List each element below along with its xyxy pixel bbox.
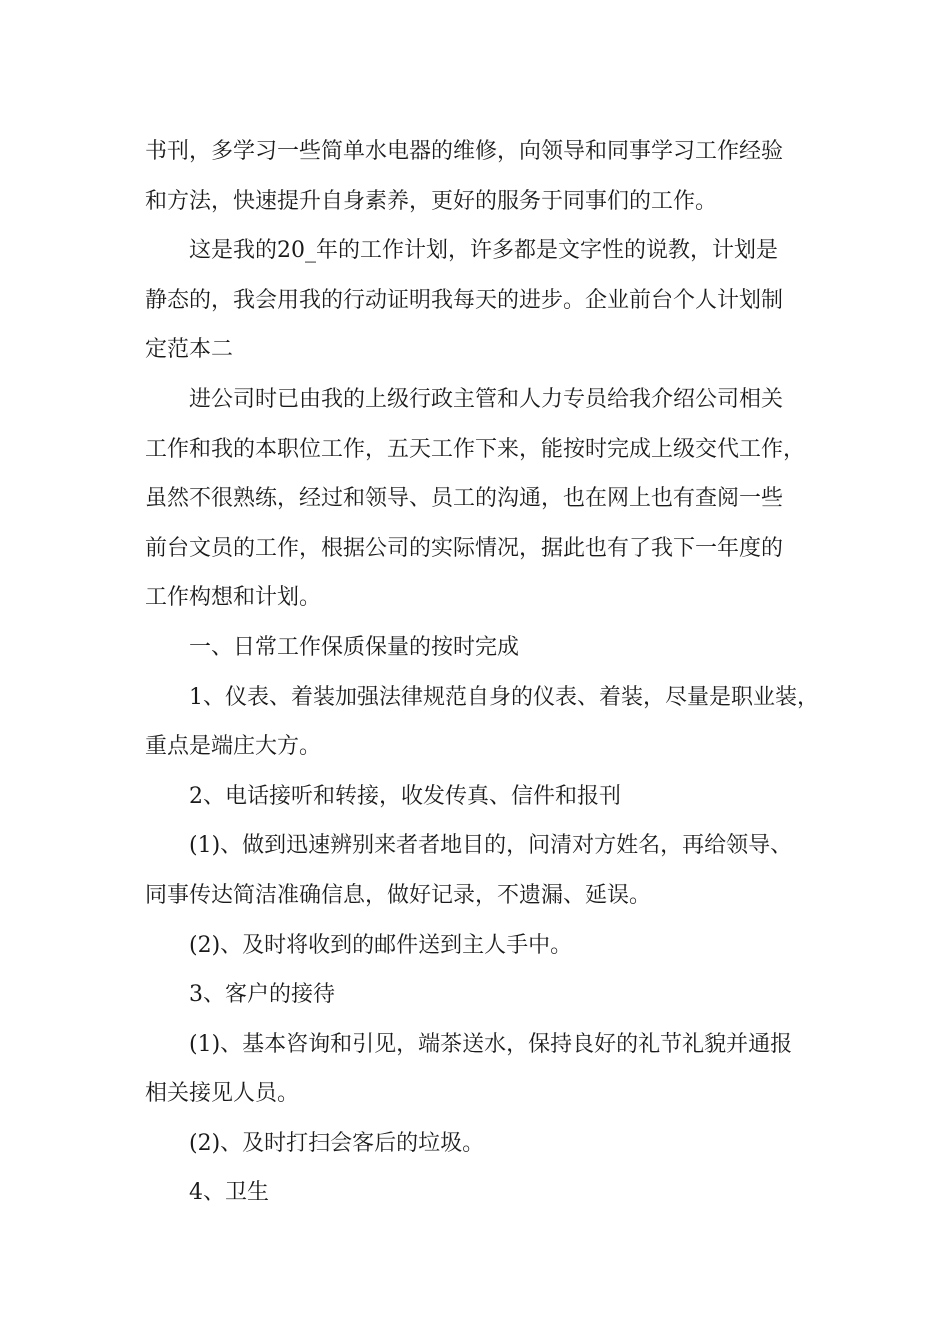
list-item: 3、客户的接待 [189,982,335,1008]
paragraph-start: 进公司时已由我的上级行政主管和人力专员给我介绍公司相关 [189,386,784,412]
text-line: 工作和我的本职位工作，五天工作下来，能按时完成上级交代工作， [145,436,806,462]
paragraph-start: 这是我的20_年的工作计划，许多都是文字性的说教，计划是 [189,238,778,264]
document-body [145,127,835,1218]
sub-list-item: (1)、做到迅速辨别来者者地目的，问清对方姓名，再给领导、 [189,833,793,859]
section-heading: 一、日常工作保质保量的按时完成 [189,634,520,660]
text-line: 定范本二 [145,337,234,363]
text-line: 前台文员的工作，根据公司的实际情况，据此也有了我下一年度的 [145,535,784,561]
list-item: 4、卫生 [189,1180,269,1206]
text-line: 静态的，我会用我的行动证明我每天的进步。企业前台个人计划制 [145,287,784,313]
text-line: 工作构想和计划。 [145,585,322,611]
text-line: 和方法，快速提升自身素养，更好的服务于同事们的工作。 [145,188,718,214]
text-line: 虽然不很熟练，经过和领导、员工的沟通，也在网上也有查阅一些 [145,486,784,512]
text-line: 重点是端庄大方。 [145,734,322,760]
list-item: 1、仪表、着装加强法律规范自身的仪表、着装，尽量是职业装， [189,684,819,710]
sub-list-item: (2)、及时打扫会客后的垃圾。 [189,1130,485,1156]
sub-list-item: (2)、及时将收到的邮件送到主人手中。 [189,932,573,958]
list-item: 2、电话接听和转接，收发传真、信件和报刊 [189,783,621,809]
text-line: 书刊，多学习一些简单水电器的维修，向领导和同事学习工作经验 [145,139,784,164]
text-line: 相关接见人员。 [145,1081,300,1107]
sub-list-item: (1)、基本咨询和引见，端茶送水，保持良好的礼节礼貌并通报 [189,1031,793,1057]
text-line: 同事传达简洁准确信息，做好记录，不遗漏、延误。 [145,882,652,908]
